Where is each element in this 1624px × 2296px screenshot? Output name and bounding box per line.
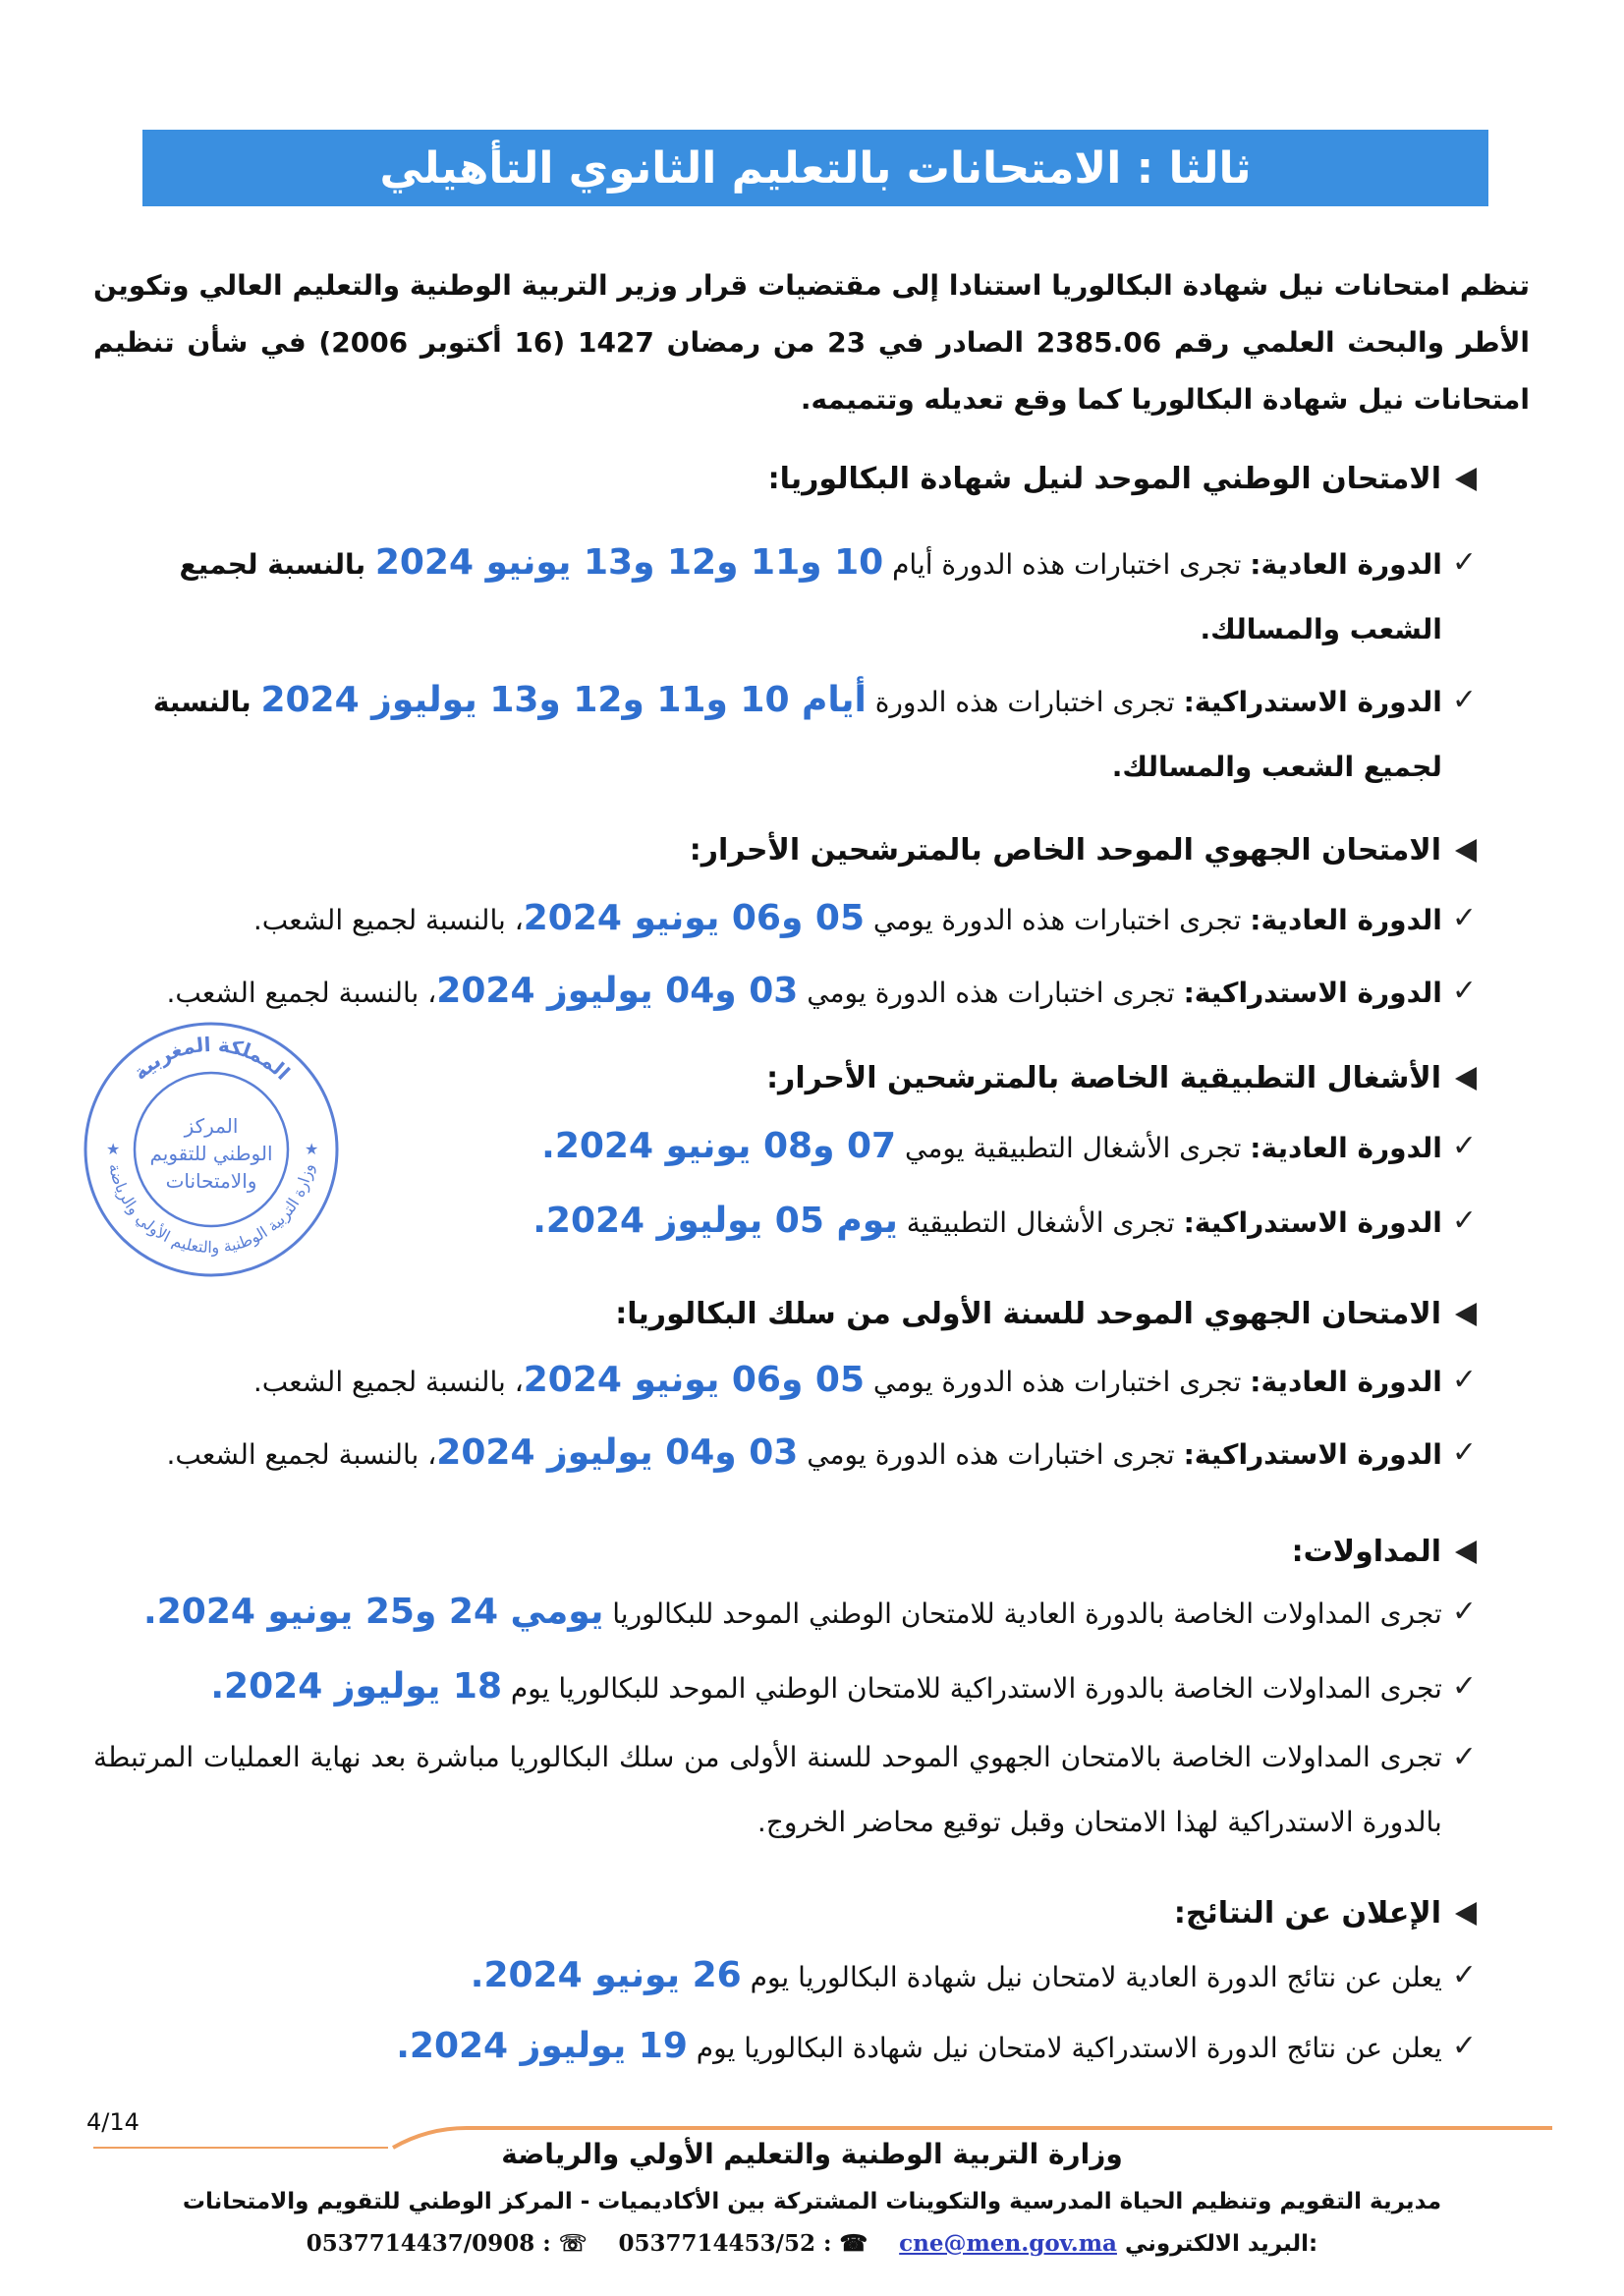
triangle-bullet-icon [1455,1540,1477,1564]
checkmark-icon: ✓ [1451,1435,1477,1470]
email-label: البريد الالكتروني: [1124,2231,1318,2257]
item-text: تجرى اختبارات هذه الدورة يومي [798,1438,1184,1471]
checkmark-icon: ✓ [1451,901,1477,935]
checkmark-icon: ✓ [1451,974,1477,1008]
list-item [532,1189,1477,1256]
footer-directorate: مديرية التقويم وتنظيم الحياة المدرسية والتكوينات المشتركة بين الأكاديميات - المركز الوطني للتقويم والامتحانات [182,2189,1442,2214]
item-tail: ، بالنسبة لجميع الشعب. [166,1438,437,1471]
phone-icon: ☏ [558,2230,588,2257]
item-tail: بالنسبة لجميع الشعب والمسالك. [179,548,1442,645]
item-label: الدورة الاستدراكية: [1183,1206,1442,1239]
item-tail: ، بالنسبة لجميع الشعب. [166,977,437,1009]
item-tail: ، بالنسبة لجميع الشعب. [252,1366,524,1398]
item-label: الدورة العادية: [1250,904,1442,936]
item-date: يومي 24 و25 يونيو 2024. [143,1592,604,1632]
list-item [93,1654,1477,1721]
list-item [93,531,1477,662]
seal-inner-line-2: الوطني للتقويم [149,1142,273,1165]
item-text: تجرى اختبارات هذه الدورة [866,686,1184,718]
fax-icon: ☎ [839,2230,868,2257]
item-date: 10 و11 و12 و13 يونيو 2024 [374,542,884,583]
seal-outer-bottom-text: وزارة التربية الوطنية والتعليم الأولي والرياضة [105,1161,317,1258]
item-text: تجرى الأشغال التطبيقية [897,1206,1184,1239]
list-item [166,1421,1477,1487]
triangle-bullet-icon [1455,468,1477,491]
triangle-bullet-icon [1455,1067,1477,1091]
checkmark-icon: ✓ [1451,1740,1477,1774]
checkmark-icon: ✓ [1451,1958,1477,1992]
item-label: الدورة الاستدراكية: [1183,1438,1442,1471]
item-date: 07 و08 يونيو 2024. [541,1126,897,1166]
seal-star-icon: ★ [106,1140,121,1158]
section-title-results [1174,1896,1477,1931]
seal-inner-line-1: المركز [184,1114,239,1138]
checkmark-icon: ✓ [1451,683,1477,717]
fax-number: 0537714453/52 : [618,2230,832,2257]
item-date: 05 و06 يونيو 2024 [523,898,866,938]
official-seal-stamp [79,1017,344,1282]
page-number: 4/14 [86,2108,140,2136]
section-title-regional-free [690,833,1477,868]
item-date: 26 يونيو 2024. [470,1955,742,1995]
item-date: 03 و04 يوليوز 2024 [436,1432,799,1473]
section-title-text: الامتحان الجهوي الموحد الخاص بالمترشحين الأحرار: [689,833,1441,868]
section-title-text: الامتحان الوطني الموحد لنيل شهادة البكالوريا: [767,462,1441,496]
section-title-text: الامتحان الجهوي الموحد للسنة الأولى من سلك البكالوريا: [615,1297,1441,1331]
item-date: 18 يوليوز 2024. [210,1666,503,1707]
item-label: الدورة العادية: [1250,1366,1442,1398]
item-text: تجرى المداولات الخاصة بالامتحان الجهوي الموحد للسنة الأولى من سلك البكالوريا مباشرة بعد نهاية العمليات المرتبطة بالدورة الاستدراكية لهذا الامتحان وقبل توقيع محاضر الخروج. [93,1741,1442,1838]
item-text: تجرى اختبارات هذه الدورة يومي [798,977,1184,1009]
item-text: تجرى المداولات الخاصة بالدورة الاستدراكية للامتحان الوطني الموحد للبكالوريا يوم [502,1672,1442,1705]
list-item [93,1725,1477,1855]
item-label: الدورة الاستدراكية: [1183,977,1442,1009]
seal-outer-top-text: المملكة المغربية [128,1032,295,1085]
section-title-text: المداولات: [1291,1535,1441,1569]
triangle-bullet-icon [1455,1303,1477,1326]
item-tail: ، بالنسبة لجميع الشعب. [252,904,524,936]
triangle-bullet-icon [1455,839,1477,863]
item-label: الدورة العادية: [1250,548,1442,581]
triangle-bullet-icon [1455,1902,1477,1926]
list-item [396,2014,1477,2081]
footer-contact [147,2230,1477,2257]
phone-number: 0537714437/0908 : [306,2230,551,2257]
seal-star-icon: ★ [305,1140,319,1158]
item-date: 05 و06 يونيو 2024 [523,1360,866,1400]
list-item [93,668,1477,800]
item-text: يعلن عن نتائج الدورة الاستدراكية لامتحان نيل شهادة البكالوريا يوم [687,2032,1442,2064]
list-item [166,959,1477,1026]
checkmark-icon: ✓ [1451,2029,1477,2063]
section-title-practical-work [766,1061,1477,1095]
seal-inner-line-3: والامتحانات [165,1169,257,1193]
item-label: الدورة الاستدراكية: [1183,686,1442,718]
item-date: يوم 05 يوليوز 2024. [532,1201,898,1241]
item-label: الدورة العادية: [1250,1132,1442,1164]
item-date: أيام 10 و11 و12 و13 يوليوز 2024 [260,680,867,720]
footer-ministry: وزارة التربية الوطنية والتعليم الأولي والرياضة [501,2138,1123,2170]
checkmark-icon: ✓ [1451,1204,1477,1238]
intro-paragraph: تنظم امتحانات نيل شهادة البكالوريا استنادا إلى مقتضيات قرار وزير التربية الوطنية والتعليم العالي وتكوين الأطر والبحث العلمي رقم 2385.06 الصادر في 23 من رمضان 1427 (16 أكتوبر 2006) في شأن تنظيم امتحانات نيل شهادة البكالوريا كما وقع تعديله وتتميمه. [93,269,1531,416]
list-item [541,1114,1477,1181]
item-date: 19 يوليوز 2024. [396,2026,688,2066]
section-title-deliberations [1292,1535,1477,1569]
checkmark-icon: ✓ [1451,1595,1477,1629]
checkmark-icon: ✓ [1451,1129,1477,1163]
page-title: ثالثا : الامتحانات بالتعليم الثانوي التأهيلي [142,130,1488,206]
list-item [253,1348,1477,1415]
item-tail: بالنسبة لجميع الشعب والمسالك. [152,686,1442,783]
checkmark-icon: ✓ [1451,545,1477,580]
item-text: تجرى اختبارات هذه الدورة يومي [865,904,1251,936]
item-text: تجرى المداولات الخاصة بالدورة العادية للامتحان الوطني الموحد للبكالوريا [603,1597,1442,1630]
section-title-text: الأشغال التطبيقية الخاصة بالمترشحين الأحرار: [766,1061,1441,1095]
item-date: 03 و04 يوليوز 2024 [436,971,799,1011]
section-title-national-exam [768,462,1477,496]
email-link[interactable]: cne@men.gov.ma [899,2230,1117,2257]
item-text: تجرى اختبارات هذه الدورة يومي [865,1366,1251,1398]
item-text: يعلن عن نتائج الدورة العادية لامتحان نيل شهادة البكالوريا يوم [741,1961,1442,1993]
svg-text:المملكة المغربية [128,1033,294,1085]
list-item [471,1943,1477,2010]
item-text: تجرى الأشغال التطبيقية يومي [896,1132,1251,1164]
checkmark-icon: ✓ [1451,1669,1477,1704]
item-text: تجرى اختبارات هذه الدورة أيام [883,548,1251,581]
section-title-regional-first-year [615,1297,1477,1331]
section-title-text: الإعلان عن النتائج: [1173,1896,1441,1931]
list-item [93,1580,1477,1647]
list-item [253,886,1477,953]
checkmark-icon: ✓ [1451,1363,1477,1397]
